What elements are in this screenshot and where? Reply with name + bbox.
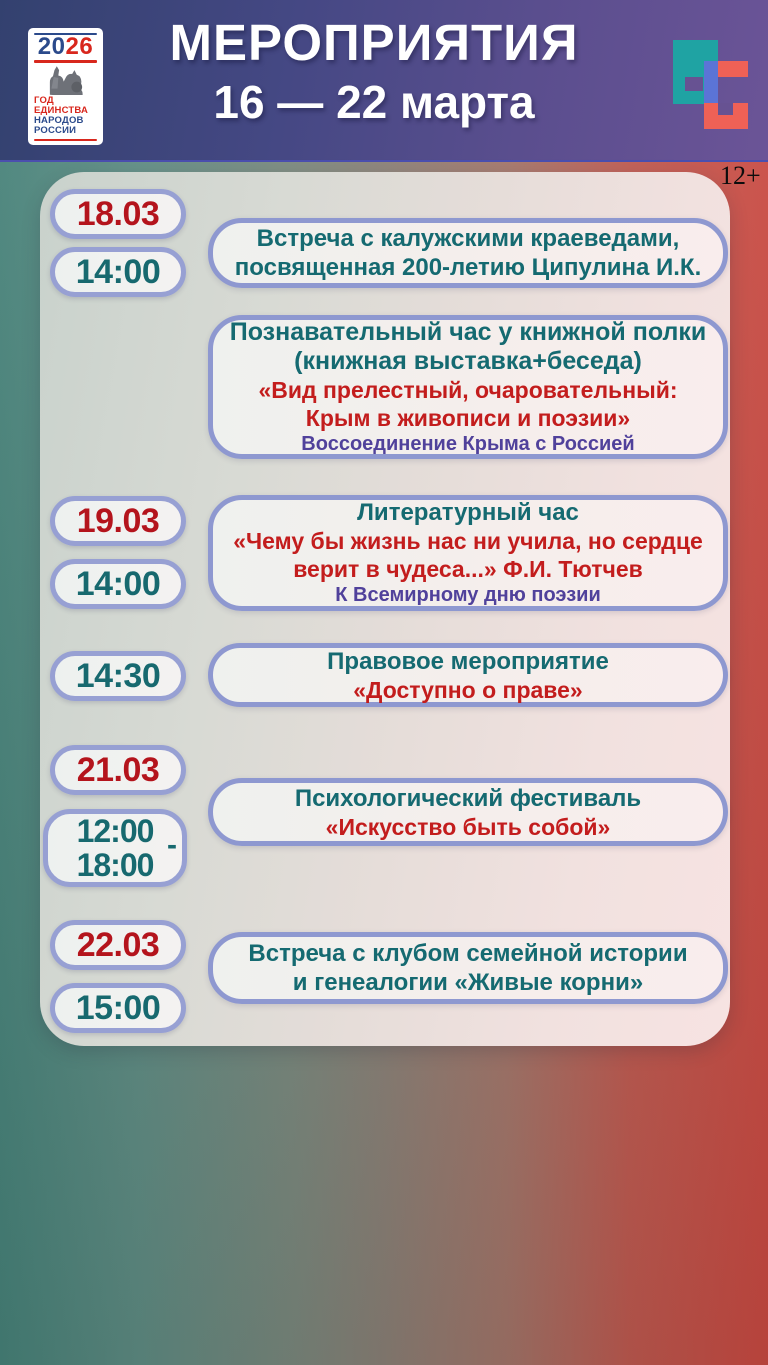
logo-divider: [34, 139, 97, 141]
age-rating-badge: 12+: [720, 161, 761, 190]
event-line: и генеалогии «Живые корни»: [292, 969, 644, 996]
time-start: 12:00: [76, 813, 154, 849]
page-title: [110, 12, 638, 130]
event-line: «Доступно о праве»: [353, 676, 583, 703]
event-line: Крым в живописи и поэзии»: [305, 404, 631, 431]
event-line: Литературный час: [357, 499, 579, 526]
minin-pozharsky-monument-icon: [37, 64, 95, 95]
event-line: Познавательный час у книжной полки: [229, 317, 707, 346]
event-box-psifestival: [208, 778, 728, 846]
date-pill-18-03: 18.03: [50, 189, 186, 239]
event-line: Психологический фестиваль: [294, 784, 642, 812]
logo-caption-line: ГОД: [34, 94, 54, 106]
time-pill-14-00: 14:00: [50, 559, 186, 609]
event-line: К Всемирному дню поэзии: [335, 584, 601, 606]
event-line: «Искусство быть собой»: [325, 813, 611, 840]
time-pill-12-00-18-00: [43, 809, 187, 887]
time-end: 18:00: [76, 847, 154, 883]
logo-caption-line: ЕДИНСТВА: [34, 104, 89, 116]
year-number-blue: 20: [37, 33, 66, 61]
year-of-unity-logo: [28, 28, 103, 145]
event-box-knizhnaya-polka: [208, 315, 728, 459]
event-line: Встреча с клубом семейной истории: [248, 940, 688, 967]
date-pill-21-03: 21.03: [50, 745, 186, 795]
event-line: верит в чудеса...» Ф.И. Тютчев: [293, 556, 643, 582]
event-box-literaturny-chas: [208, 495, 728, 611]
header-banner: [0, 0, 768, 162]
event-box-pravovoe: [208, 643, 728, 707]
event-line: «Чему бы жизнь нас ни учила, но сердце: [233, 528, 703, 554]
year-number-red: 26: [65, 33, 94, 61]
time-pill-14-30: 14:30: [50, 651, 186, 701]
event-box-zhivye-korni: [208, 932, 728, 1004]
time-pill-14-00: 14:00: [50, 247, 186, 297]
event-line: Воссоединение Крыма с Россией: [301, 432, 635, 455]
event-line: «Вид прелестный, очаровательный:: [258, 376, 678, 403]
event-line: посвященная 200-летию Ципулина И.К.: [234, 254, 702, 281]
library-geometric-bb-logo-icon: [673, 40, 749, 130]
time-pill-15-00: 15:00: [50, 983, 186, 1033]
logo-divider: [34, 60, 97, 62]
event-line: (книжная выставка+беседа): [294, 346, 642, 375]
event-line: Правовое мероприятие: [327, 647, 609, 675]
date-pill-22-03: 22.03: [50, 920, 186, 970]
event-box-kraevedy: [208, 218, 728, 288]
date-pill-19-03: 19.03: [50, 496, 186, 546]
title-events: МЕРОПРИЯТИЯ: [169, 14, 579, 71]
logo-caption-line: РОССИИ: [34, 124, 77, 136]
title-date-range: 16 — 22 марта: [213, 76, 535, 128]
year-number: [38, 34, 93, 60]
event-line: Встреча с калужскими краеведами,: [256, 225, 680, 252]
time-range-dash: -: [167, 828, 176, 862]
logo-caption-line: НАРОДОВ: [34, 114, 84, 126]
